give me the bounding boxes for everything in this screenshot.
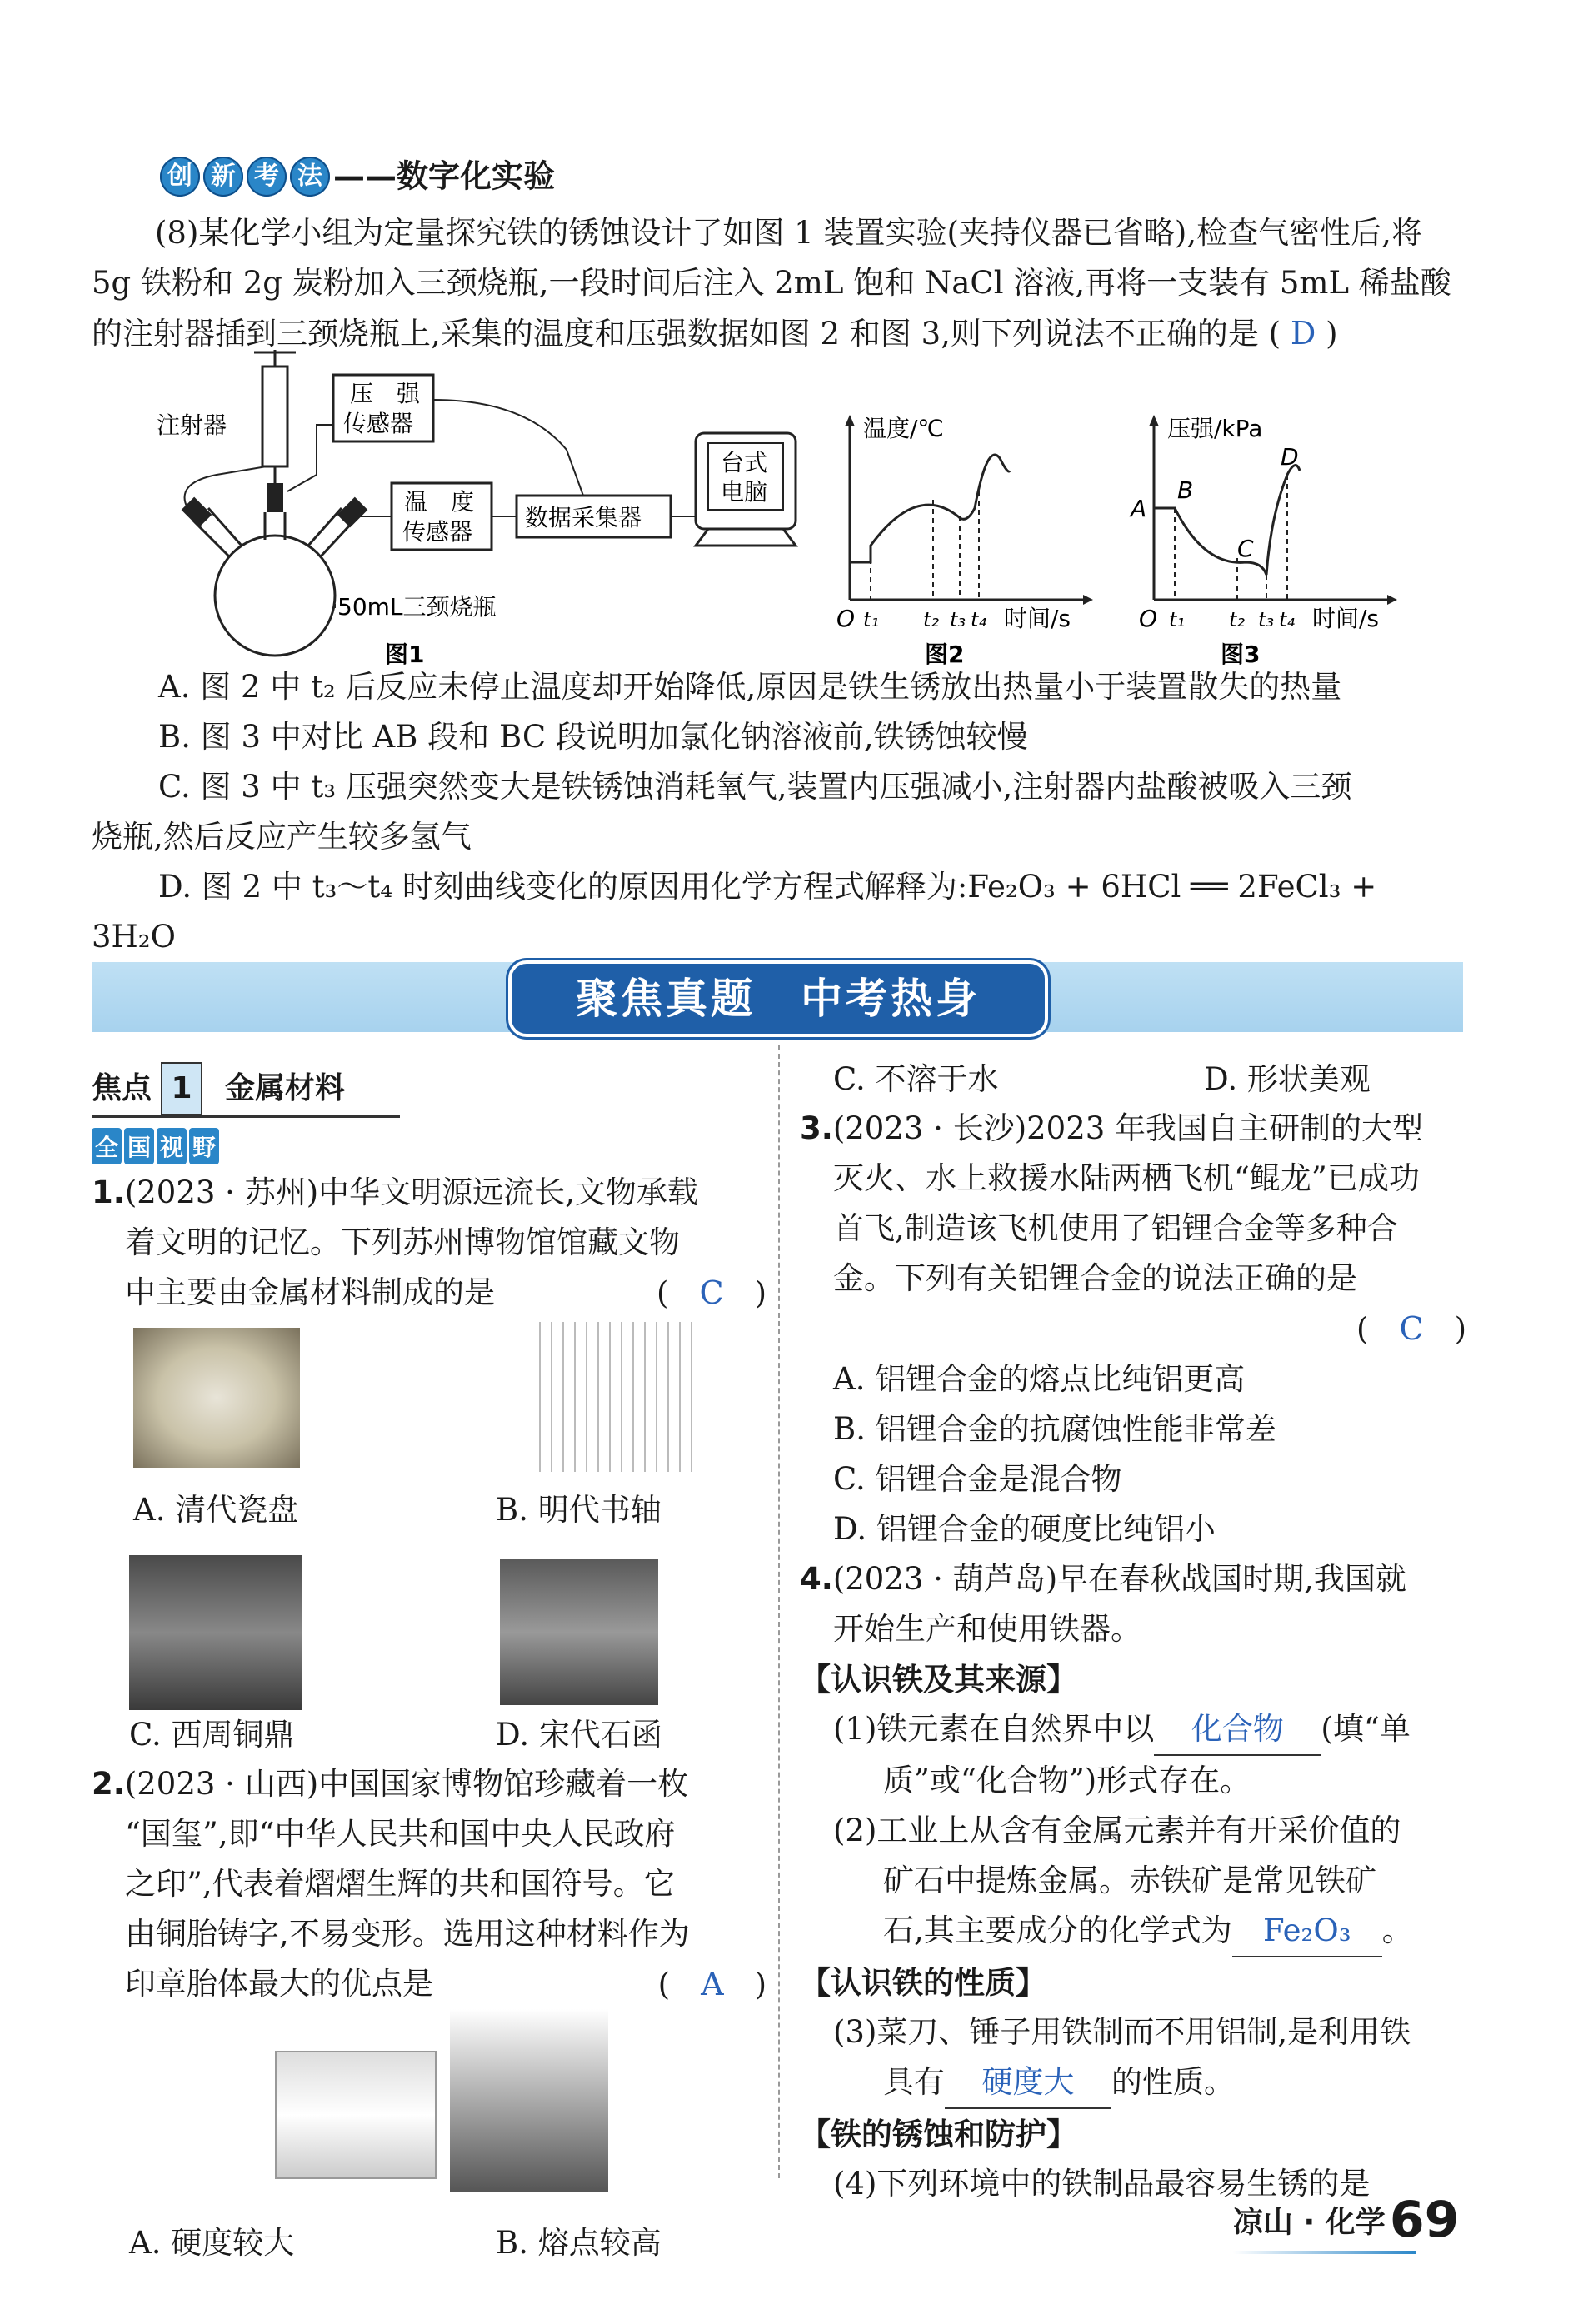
page-footer [1233,2191,1459,2254]
q4-text: 。 [1381,1913,1413,1948]
q1-line: 着文明的记忆。下列苏州博物馆馆藏文物 [125,1224,680,1260]
header-badge: 创 [160,157,200,197]
q1-option-a: A. 清代瓷盘 [133,1492,299,1528]
calligraphy-scroll-image [529,1322,696,1472]
q4-text: 石,其主要成分的化学式为 [883,1913,1232,1948]
q4-text: 矿石中提炼金属。赤铁矿是常见铁矿 [883,1863,1376,1898]
q2-number: 2. [92,1766,125,1802]
flask-label: 50mL三颈烧瓶 [337,593,497,621]
stone-box-image [500,1559,658,1705]
focus-number: 1 [161,1062,202,1115]
q3-option-c: C. 铝锂合金是混合物 [833,1461,1122,1497]
q2-line: “国玺”,即“中华人民共和国中央人民政府 [125,1816,676,1852]
syringe-label: 注射器 [157,411,227,439]
q1-option-c: C. 西周铜鼎 [129,1717,295,1753]
q4-text: (3)菜刀、锤子用铁制而不用铝制,是利用铁 [833,2014,1411,2050]
question-1 [92,1168,767,1318]
q8-option-a: A. 图 2 中 t₂ 后反应未停止温度却开始降低,原因是铁生锈放出热量小于装置散失的热量 [158,669,1342,705]
right-column [800,1054,1466,2209]
column-divider [778,1045,780,2178]
q2-option-a: A. 硬度较大 [129,2225,295,2261]
focus-heading [92,1062,400,1118]
q3-option-a: A. 铝锂合金的熔点比纯铝更高 [833,1361,1246,1397]
q1-option-d: D. 宋代石函 [496,1717,662,1753]
section-header [160,152,555,198]
fig2-origin: O [836,605,856,632]
q1-answer: C [699,1274,724,1311]
fig3-point: B [1177,476,1194,504]
pressure-sensor-label: 压 强 [350,380,421,407]
header-badge: 新 [203,157,243,197]
q1-images [92,1318,767,1709]
paren: ) [754,1275,767,1311]
q4-text: 具有 [883,2064,945,2100]
question-2 [92,1759,767,2009]
focus-label: 焦点 [92,1071,152,1105]
q1-options-cd [92,1709,767,1759]
bronze-ding-image [129,1555,302,1710]
figure-2-caption: 图2 [925,641,965,668]
temp-sensor-label: 温 度 [404,488,475,516]
q2-option-c: C. 不溶于水 [833,1061,999,1097]
focus-topic: 金属材料 [224,1071,345,1105]
paren: ) [1454,1311,1466,1347]
fig2-tick: t₂ [923,608,940,631]
q1-option-b: B. 明代书轴 [496,1492,662,1528]
pressure-sensor-label: 传感器 [343,410,414,437]
computer-label: 电脑 [721,478,768,506]
fig2-tick: t₁ [863,608,880,631]
q2-line: 由铜胎铸字,不易变形。选用这种材料作为 [125,1916,690,1952]
tag-char: 视 [157,1128,187,1164]
q4-line: (2023 · 葫芦岛)早在春秋战国时期,我国就 [832,1561,1406,1597]
national-tag [92,1128,767,1164]
q2-line: (2023 · 山西)中国国家博物馆珍藏着一枚 [124,1766,689,1802]
q8-line: 的注射器插到三颈烧瓶上,采集的温度和压强数据如图 2 和图 3,则下列说法不正确的是 ( [92,316,1281,352]
paren: ( [657,1967,671,2002]
seal-face-image [275,2051,437,2179]
fig3-tick: t₁ [1169,608,1186,631]
paren: ( [657,1275,669,1311]
temp-sensor-label: 传感器 [402,518,473,546]
q4-section: 【铁的锈蚀和防护】 [800,2116,1077,2152]
porcelain-plate-image [133,1328,300,1468]
fig3-origin: O [1139,605,1158,632]
q1-number: 1. [92,1174,125,1210]
q8-option-c: C. 图 3 中 t₃ 压强突然变大是铁锈蚀消耗氧气,装置内压强减小,注射器内盐酸被吸入三颈 [158,769,1352,805]
q1-line: (2023 · 苏州)中华文明源远流长,文物承载 [124,1174,698,1210]
paren: ( [1356,1311,1369,1347]
q8-option-b: B. 图 3 中对比 AB 段和 BC 段说明加氯化钠溶液前,铁锈蚀较慢 [158,719,1028,755]
fig2-ylabel: 温度/℃ [863,415,944,442]
q4-text: 的性质。 [1111,2064,1235,2100]
tag-char: 国 [124,1128,154,1164]
figure-2-temperature-chart [833,408,1116,675]
q8-line: (8)某化学小组为定量探究铁的锈蚀设计了如图 1 装置实验(夹持仪器已省略),检查气密性后,将 [155,215,1422,251]
q8-option-d: D. 图 2 中 t₃～t₄ 时刻曲线变化的原因用化学方程式解释为:Fe₂O₃ + 6HCl ══ 2FeCl₃ + [158,869,1377,905]
q3-answer: C [1399,1310,1424,1347]
collector-label: 数据采集器 [525,504,642,531]
q4-line: 开始生产和使用铁器。 [833,1611,1141,1647]
q3-option-b: B. 铝锂合金的抗腐蚀性能非常差 [833,1411,1276,1447]
q4-answer-1: 化合物 [1154,1704,1321,1756]
q3-line: 灭火、水上救援水陆两栖飞机“鲲龙”已成功 [833,1160,1420,1196]
q8-option-d-cont: 3H₂O [92,919,176,955]
footer-underline [1233,2251,1416,2254]
fig3-tick: t₃ [1258,608,1275,631]
figure-3-caption: 图3 [1221,641,1261,668]
q2-line: 之印”,代表着熠熠生辉的共和国符号。它 [125,1866,675,1902]
fig3-point: A [1131,495,1147,522]
banner-title: 聚焦真题 中考热身 [508,960,1048,1037]
seal-body-image [450,2009,608,2192]
question-8 [92,208,1475,359]
q4-text: (4)下列环境中的铁制品最容易生锈的是 [833,2166,1371,2202]
q4-text: (填“单 [1321,1711,1411,1747]
fig3-xlabel: 时间/s [1312,605,1380,632]
fig2-tick: t₃ [950,608,966,631]
fig3-point: D [1281,443,1299,471]
q4-answer-3: 硬度大 [945,2057,1111,2109]
q2-answer: A [701,1966,724,2002]
q8-options [92,662,1491,962]
q3-line: 金。下列有关铝锂合金的说法正确的是 [833,1260,1357,1296]
header-badge: 考 [247,157,287,197]
q4-section: 【认识铁的性质】 [800,1964,1046,2001]
q1-line: 中主要由金属材料制成的是 [125,1274,495,1310]
page-number: 69 [1389,2191,1460,2249]
figure-3-pressure-chart [1129,408,1446,675]
fig3-ylabel: 压强/kPa [1167,415,1263,442]
figure-1-caption: 图1 [385,641,425,668]
figure-1-apparatus [150,350,816,675]
q4-section: 【认识铁及其来源】 [800,1661,1077,1698]
q4-text: 质”或“化合物”)形式存在。 [883,1763,1251,1798]
q4-answer-2: Fe₂O₃ [1232,1906,1382,1957]
q2-images [92,2009,767,2226]
header-title: ——数字化实验 [333,157,556,195]
q2-options-ab [92,2217,767,2267]
tag-char: 全 [92,1128,122,1164]
paren: ) [754,1967,767,2002]
q3-number: 3. [800,1110,833,1146]
q8-answer: D [1290,315,1316,352]
header-badge: 法 [290,157,330,197]
q8-line: 5g 铁粉和 2g 炭粉加入三颈烧瓶,一段时间后注入 2mL 饱和 NaCl 溶液,再将一支装有 5mL 稀盐酸 [92,265,1451,301]
fig2-xlabel: 时间/s [1004,605,1071,632]
question-4 [800,1554,1466,2209]
q3-line: (2023 · 长沙)2023 年我国自主研制的大型 [832,1110,1424,1146]
q2-option-d: D. 形状美观 [1204,1061,1371,1097]
fig3-tick: t₂ [1229,608,1246,631]
computer-label: 台式 [721,449,768,476]
footer-region: 凉山 · 化学 [1233,2205,1386,2240]
question-3 [800,1104,1466,1554]
q2-options-cd [800,1054,1466,1104]
fig3-tick: t₄ [1279,608,1296,631]
q4-number: 4. [800,1561,833,1597]
q8-close: ) [1326,316,1338,352]
q4-text: (1)铁元素在自然界中以 [833,1711,1155,1747]
tag-char: 野 [189,1128,219,1164]
section-banner [92,962,1463,1032]
q2-option-b: B. 熔点较高 [496,2225,662,2261]
q8-option-c-cont: 烧瓶,然后反应产生较多氢气 [92,819,472,855]
q4-text: (2)工业上从含有金属元素并有开采价值的 [833,1813,1401,1848]
fig2-tick: t₄ [971,608,987,631]
q3-line: 首飞,制造该飞机使用了铝锂合金等多种合 [833,1210,1398,1246]
fig3-point: C [1237,535,1254,562]
q3-option-d: D. 铝锂合金的硬度比纯铝小 [833,1511,1216,1547]
q2-line: 印章胎体最大的优点是 [125,1966,433,2002]
left-column [92,1062,767,2267]
